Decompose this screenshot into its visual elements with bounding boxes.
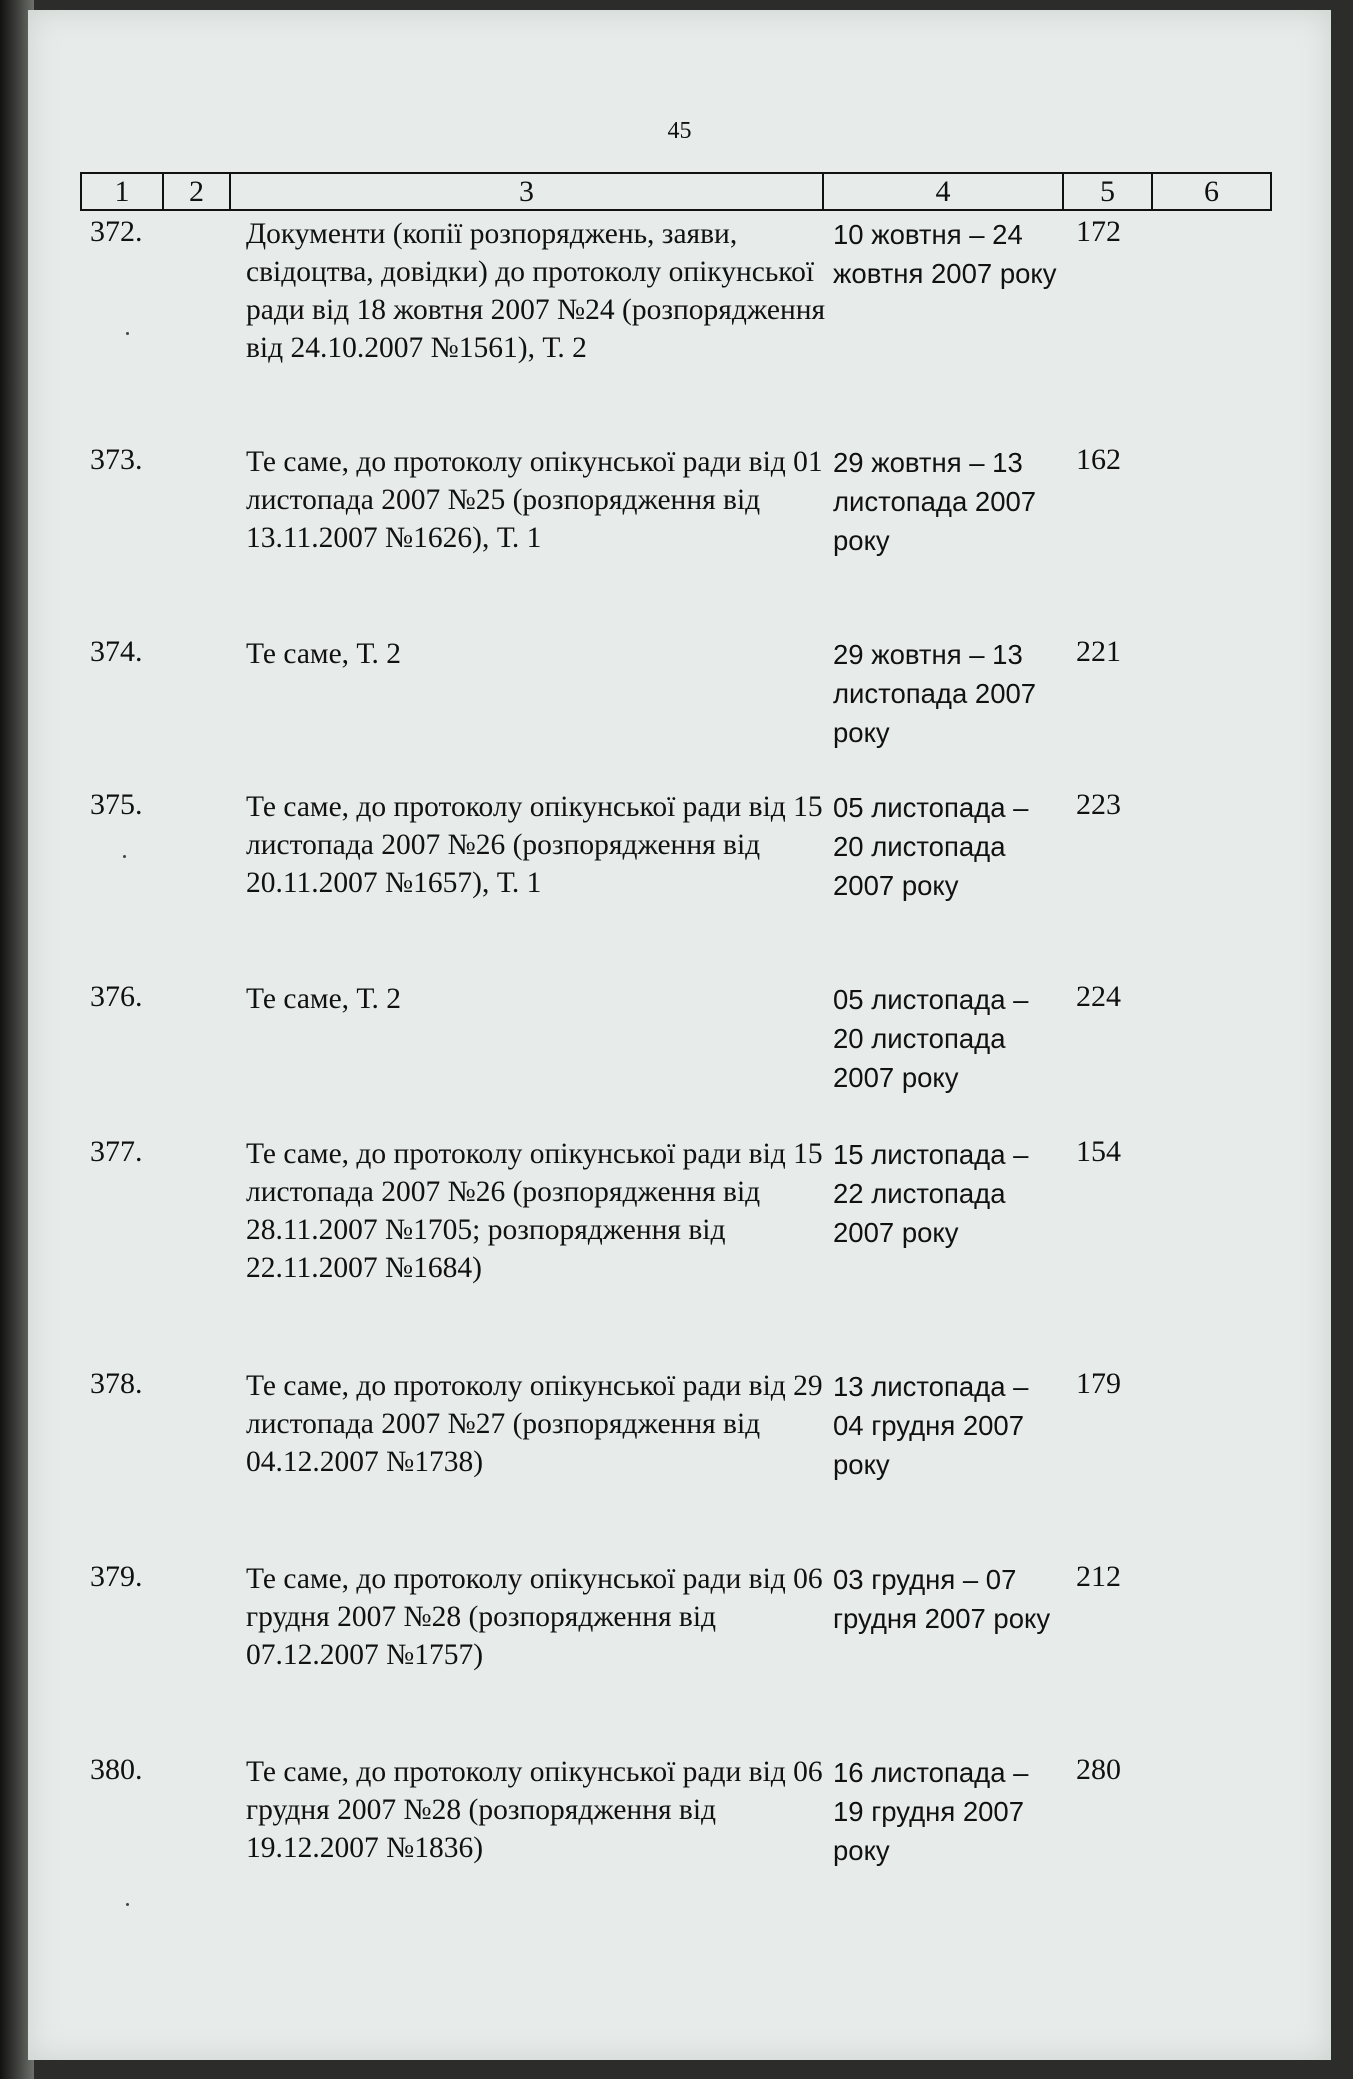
- row-date-range: 29 жовтня – 13 листопада 2007 року: [833, 639, 1037, 748]
- column-number-header: [80, 172, 1272, 211]
- row-date-range: 05 листопада – 20 листопада 2007 року: [833, 984, 1029, 1093]
- paper-speck: [126, 332, 129, 335]
- row-number: 378.: [90, 1367, 143, 1400]
- row-description: Те саме, до протоколу опікунської ради від 15 листопада 2007 №26 (розпорядження від 20.11.2007 №1657), Т. 1: [246, 791, 823, 899]
- row-sheet-count: 224: [1076, 980, 1121, 1013]
- row-number: 376.: [90, 980, 143, 1013]
- row-number: 374.: [90, 635, 143, 668]
- column-4-header: 4: [823, 173, 1063, 210]
- page-number: 45: [667, 118, 692, 144]
- row-number: 372.: [90, 215, 143, 248]
- column-5-header: 5: [1063, 173, 1152, 210]
- row-description: Документи (копії розпоряджень, заяви, свідоцтва, довідки) до протоколу опікунської ради від 18 жовтня 2007 №24 (розпорядження від 24.10.2007 №1561), Т. 2: [246, 218, 826, 364]
- row-description: Те саме, до протоколу опікунської ради від 15 листопада 2007 №26 (розпорядження від 28.11.2007 №1705; розпорядження від 22.11.2007 №1684): [246, 1138, 823, 1284]
- row-date-range: 03 грудня – 07 грудня 2007 року: [833, 1564, 1051, 1634]
- row-date-range: 16 листопада – 19 грудня 2007 року: [833, 1757, 1029, 1866]
- column-2-header: 2: [163, 173, 230, 210]
- row-sheet-count: 172: [1076, 215, 1121, 248]
- row-number: 375.: [90, 788, 143, 821]
- row-date-range: 10 жовтня – 24 жовтня 2007 року: [833, 219, 1057, 289]
- column-1-header: 1: [81, 173, 163, 210]
- row-description: Те саме, до протоколу опікунської ради від 01 листопада 2007 №25 (розпорядження від 13.11.2007 №1626), Т. 1: [246, 446, 823, 554]
- document-page: [28, 10, 1331, 2060]
- row-number: 379.: [90, 1560, 143, 1593]
- row-sheet-count: 154: [1076, 1135, 1121, 1168]
- column-3-header: 3: [230, 173, 823, 210]
- row-sheet-count: 223: [1076, 788, 1121, 821]
- row-description: Те саме, Т. 2: [246, 983, 401, 1015]
- row-date-range: 13 листопада – 04 грудня 2007 року: [833, 1371, 1029, 1480]
- row-number: 380.: [90, 1753, 143, 1786]
- row-number: 377.: [90, 1135, 143, 1168]
- row-description: Те саме, до протоколу опікунської ради від 29 листопада 2007 №27 (розпорядження від 04.12.2007 №1738): [246, 1370, 823, 1478]
- row-date-range: 15 листопада – 22 листопада 2007 року: [833, 1139, 1029, 1248]
- row-description: Те саме, до протоколу опікунської ради від 06 грудня 2007 №28 (розпорядження від 07.12.2007 №1757): [246, 1563, 823, 1671]
- row-description: Те саме, Т. 2: [246, 638, 401, 670]
- row-sheet-count: 280: [1076, 1753, 1121, 1786]
- row-date-range: 29 жовтня – 13 листопада 2007 року: [833, 447, 1037, 556]
- paper-speck: [126, 1903, 129, 1906]
- paper-speck: [123, 855, 126, 858]
- row-sheet-count: 221: [1076, 635, 1121, 668]
- row-sheet-count: 212: [1076, 1560, 1121, 1593]
- row-sheet-count: 162: [1076, 443, 1121, 476]
- row-description: Те саме, до протоколу опікунської ради від 06 грудня 2007 №28 (розпорядження від 19.12.2007 №1836): [246, 1756, 823, 1864]
- row-date-range: 05 листопада – 20 листопада 2007 року: [833, 792, 1029, 901]
- row-number: 373.: [90, 443, 143, 476]
- row-sheet-count: 179: [1076, 1367, 1121, 1400]
- column-6-header: 6: [1152, 173, 1271, 210]
